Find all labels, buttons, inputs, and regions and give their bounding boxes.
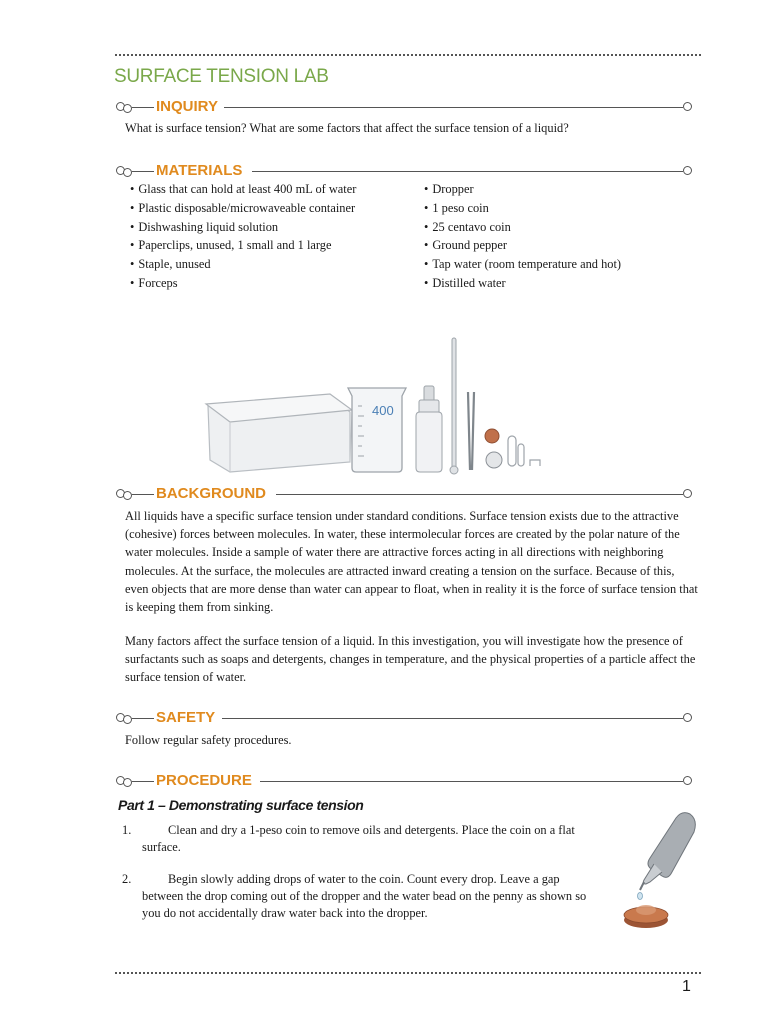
procedure-header	[116, 771, 692, 791]
safety-heading: SAFETY	[156, 709, 216, 726]
list-item: • Ground pepper	[424, 236, 621, 255]
inquiry-header	[116, 97, 692, 117]
list-item: • Glass that can hold at least 400 mL of water	[130, 180, 356, 199]
connector-end-icon	[683, 102, 692, 111]
connector-end-icon	[683, 166, 692, 175]
forceps-icon	[468, 392, 474, 470]
materials-list-left	[130, 180, 356, 293]
dropper-coin-illustration	[620, 810, 700, 935]
connector-end-icon	[683, 489, 692, 498]
safety-header	[116, 708, 692, 728]
bottom-dotted-rule	[115, 972, 701, 974]
materials-list-right	[424, 180, 621, 293]
connector-node-icon	[123, 104, 132, 113]
page-number: 1	[682, 978, 691, 995]
background-header	[116, 484, 692, 504]
coin-icon	[624, 905, 668, 928]
list-item: • Staple, unused	[130, 255, 356, 274]
list-item: • Paperclips, unused, 1 small and 1 large	[130, 236, 356, 255]
procedure-step	[122, 871, 602, 922]
list-item: • Forceps	[130, 274, 356, 293]
stirring-rod-icon	[450, 338, 458, 474]
connector-end-icon	[683, 713, 692, 722]
connector-end-icon	[683, 776, 692, 785]
step-number: 1.	[122, 823, 132, 837]
safety-text: Follow regular safety procedures.	[125, 733, 292, 747]
coin-icon	[485, 429, 502, 468]
procedure-heading: PROCEDURE	[156, 772, 252, 789]
plastic-container-icon	[206, 394, 352, 472]
document-title: SURFACE TENSION LAB	[114, 66, 329, 87]
step-text: Clean and dry a 1-peso coin to remove oils and detergents. Place the coin on a flat surface.	[142, 823, 575, 854]
background-paragraph-2: Many factors affect the surface tension of a liquid. In this investigation, you will investigate how the presence of surfactants such as soaps and detergents, changes in temperature, and the physical properties of a particle affect the surface tension of water.	[125, 634, 696, 685]
step-number: 2.	[122, 872, 132, 886]
materials-illustration	[200, 332, 550, 480]
list-item: • Dishwashing liquid solution	[130, 218, 356, 237]
top-dotted-rule	[115, 54, 701, 56]
list-item: • 1 peso coin	[424, 199, 621, 218]
inquiry-text: What is surface tension? What are some factors that affect the surface tension of a liquid?	[125, 121, 569, 135]
materials-heading: MATERIALS	[156, 162, 243, 179]
paperclip-icon	[508, 436, 540, 466]
list-item: • Plastic disposable/microwaveable container	[130, 199, 356, 218]
procedure-step	[122, 822, 602, 856]
list-item: • Distilled water	[424, 274, 621, 293]
inquiry-heading: INQUIRY	[156, 98, 218, 115]
dropper-bottle-icon	[416, 386, 442, 472]
background-paragraph-1: All liquids have a specific surface tension under standard conditions. Surface tension exists due to the attractive (cohesive) forces between molecules. In water, these intermolecular forces are created by the polar nature of the water molecules. Inside a sample of water there are attractive forces acting in all directions with neighboring molecules. At the surface, the molecules are attracted inward creating a tension on the surface. Because of this, even objects that are more dense than water can appear to float, when in reality it is the force of surface tension that is keeping them from sinking.	[125, 509, 698, 615]
connector-node-icon	[123, 778, 132, 787]
list-item: • 25 centavo coin	[424, 218, 621, 237]
list-item: • Tap water (room temperature and hot)	[424, 255, 621, 274]
dropper-icon	[640, 813, 695, 890]
part-1-title: Part 1 – Demonstrating surface tension	[118, 797, 364, 813]
connector-node-icon	[123, 168, 132, 177]
materials-header	[116, 161, 692, 181]
list-item: • Dropper	[424, 180, 621, 199]
beaker-icon	[348, 388, 406, 472]
beaker-label: 400	[372, 403, 394, 418]
water-drop-icon	[638, 893, 643, 900]
connector-node-icon	[123, 491, 132, 500]
connector-node-icon	[123, 715, 132, 724]
background-heading: BACKGROUND	[156, 485, 266, 502]
step-text: Begin slowly adding drops of water to the coin. Count every drop. Leave a gap between the drop coming out of the dropper and the water bead on the penny as shown so you do not accidentally draw water back into the dropper.	[142, 872, 587, 920]
